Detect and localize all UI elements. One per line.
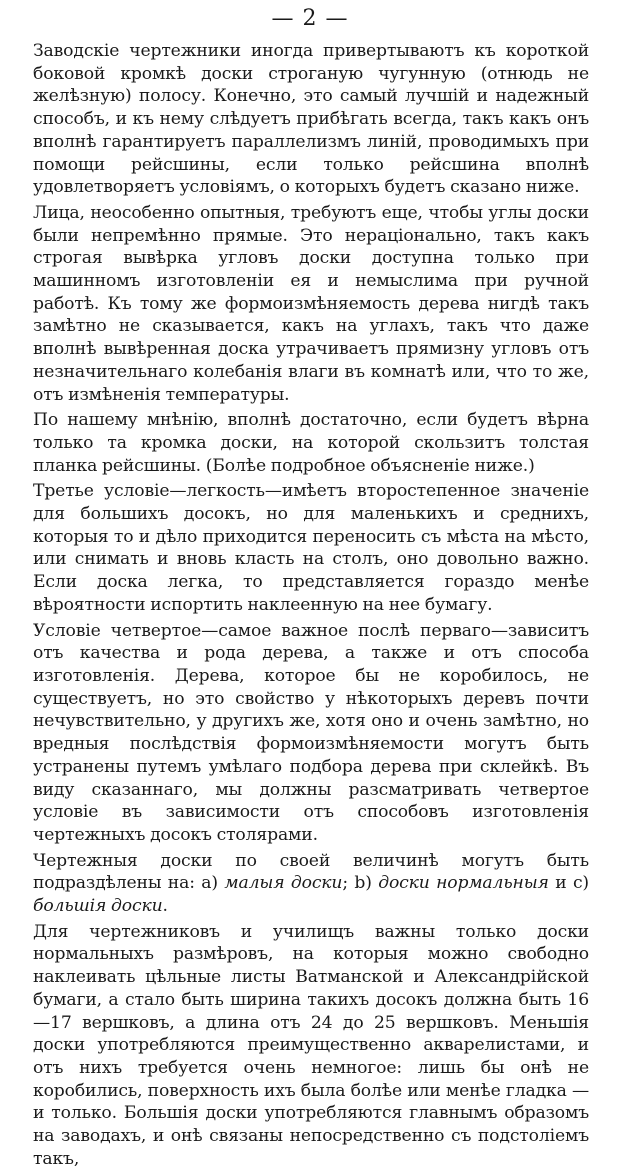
paragraph-5: Условіе четвертое—самое важное послѣ перваго—зависитъ отъ качества и рода дерева, а также и отъ способа изготовленія. Дерева, которое бы не коробилось, не существуетъ, но это свойство у нѣкоторыхъ деревъ почти нечувствительно, у другихъ же, хотя оно и очень замѣтно, но вредныя послѣдствія формоизмѣняемости могутъ быть устранены путемъ умѣлаго подбора дерева при склейкѣ. Въ виду сказаннаго, мы должны разсматривать четвертое условіе въ зависимости отъ способовъ изготовленія чертежныхъ досокъ столярами.	[33, 620, 589, 845]
normal-boards-term: доски нормальныя	[378, 873, 549, 894]
paragraph-6-text-a: Чертежныя доски по своей величинѣ могутъ быть подраздѣлены на: a)	[33, 850, 589, 894]
paragraph-6-text-d: .	[162, 896, 168, 917]
page-number: — 2 —	[271, 6, 349, 31]
small-boards-term: малыя доски	[224, 873, 343, 894]
paragraph-4: Третье условіе—легкость—имѣетъ второстепенное значеніе для большихъ досокъ, но для маленькихъ и среднихъ, которыя то и дѣло приходится переносить съ мѣста на мѣсто, или снимать и вновь класть на столъ, оно довольно важно. Если доска легка, то представляется гораздо менѣе вѣроятности испортить наклеенную на нее бумагу.	[33, 481, 589, 615]
paragraph-6-text-b: ; b)	[342, 873, 379, 894]
paragraph-6	[33, 850, 589, 918]
paragraph-6-text-c: и c)	[548, 873, 589, 894]
page-body	[33, 40, 589, 1173]
paragraph-2: Лица, неособенно опытныя, требуютъ еще, чтобы углы доски были непремѣнно прямые. Это нераціонально, такъ какъ строгая вывѣрка угловъ доски доступна только при машинномъ изготовленіи ея и немыслима при ручной работѣ. Къ тому же формоизмѣняемость дерева нигдѣ такъ замѣтно не сказывается, какъ на углахъ, такъ что даже вполнѣ вывѣренная доска утрачиваетъ прямизну угловъ отъ незначительнаго колебанія влаги въ комнатѣ или, что то же, отъ измѣненія температуры.	[33, 202, 589, 405]
paragraph-1: Заводскіе чертежники иногда привертываютъ къ короткой боковой кромкѣ доски строганую чугунную (отнюдь не желѣзную) полосу. Конечно, это самый лучшій и надежный способъ, и къ нему слѣдуетъ прибѣгать всегда, такъ какъ онъ вполнѣ гарантируетъ параллелизмъ линій, проводимыхъ при помощи рейсшины, если только рейсшина вполнѣ удовлетворяетъ условіямъ, о которыхъ будетъ сказано ниже.	[33, 41, 589, 198]
large-boards-term: большія доски	[33, 896, 163, 917]
paragraph-3: По нашему мнѣнію, вполнѣ достаточно, если будетъ вѣрна только та кромка доски, на которой скользитъ толстая планка рейсшины. (Болѣе подробное объясненіе ниже.)	[33, 410, 589, 476]
paragraph-7: Для чертежниковъ и училищъ важны только доски нормальныхъ размѣровъ, на которыя можно свободно наклеивать цѣльные листы Ватманской и Александрійской бумаги, а стало быть ширина такихъ досокъ должна быть 16—17 вершковъ, а длина отъ 24 до 25 вершковъ. Меньшія доски употребляются преимущественно акварелистами, и отъ нихъ требуется очень немногое: лишь бы онѣ не коробились, поверхность ихъ была болѣе или менѣе гладка — и только. Большія доски употребляются главнымъ образомъ на заводахъ, и онѣ связаны непосредственно съ подстоліемъ такъ,	[33, 921, 589, 1169]
